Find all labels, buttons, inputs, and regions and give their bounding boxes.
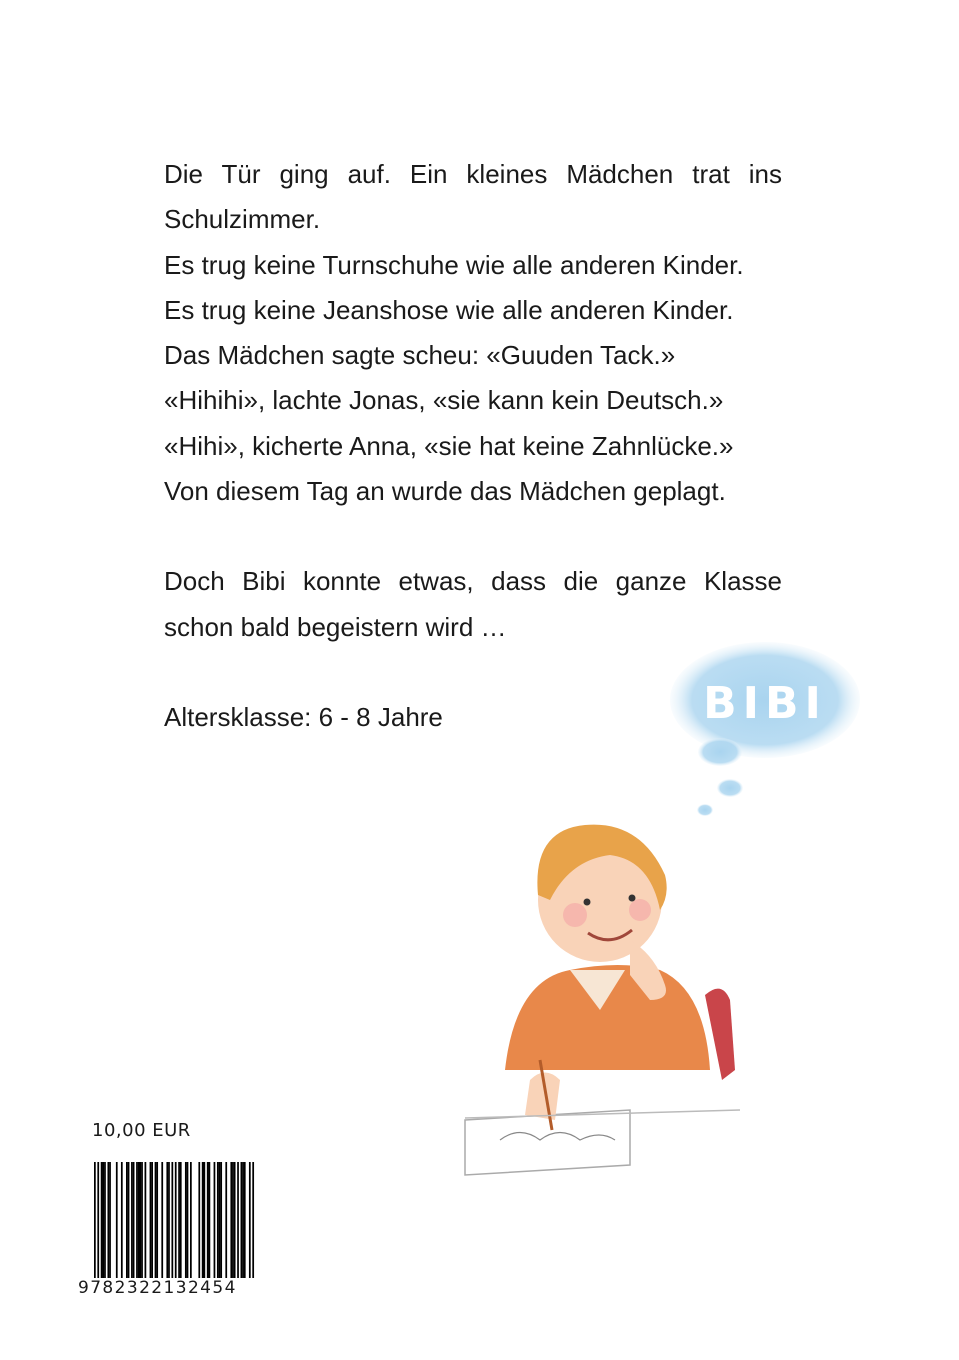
barcode-bar: [180, 1162, 182, 1278]
barcode-bar: [234, 1162, 236, 1278]
blurb-line-2: Es trug keine Turnschuhe wie alle anderen Kinder.: [164, 249, 744, 280]
barcode-bar: [185, 1162, 187, 1278]
barcode-bar: [155, 1162, 157, 1278]
barcode-bar: [203, 1162, 205, 1278]
price-label: 10,00 EUR: [92, 1120, 191, 1141]
boy: [465, 825, 740, 1175]
barcode-bar: [141, 1162, 143, 1278]
age-range: Altersklasse: 6 - 8 Jahre: [164, 701, 443, 732]
barcode-bar: [249, 1162, 251, 1290]
barcode-bar: [109, 1162, 111, 1278]
thought-text: BIBI: [703, 678, 827, 729]
barcode-bar: [150, 1162, 152, 1278]
barcode-bar: [187, 1162, 189, 1278]
blurb-line-5: «Hihihi», lachte Jonas, «sie kann kein Deutsch.»: [164, 385, 724, 416]
barcode-bar: [225, 1162, 227, 1278]
barcode-bar: [242, 1162, 244, 1278]
barcode-bar: [97, 1162, 99, 1290]
barcode-bar: [219, 1162, 221, 1278]
barcode-bar: [145, 1162, 147, 1278]
barcode-bar: [139, 1162, 141, 1278]
barcode-bar: [131, 1162, 133, 1278]
barcode-bar: [156, 1162, 158, 1278]
barcode-bar: [190, 1162, 192, 1278]
barcode-bar: [116, 1162, 118, 1278]
barcode-bar: [126, 1162, 128, 1278]
barcode-bar: [209, 1162, 211, 1278]
barcode-bar: [136, 1162, 138, 1278]
barcode-bar: [178, 1162, 180, 1278]
barcode-bar: [161, 1162, 163, 1278]
barcode-bar: [133, 1162, 135, 1278]
barcode-bar: [168, 1162, 170, 1278]
blurb-line-4: Das Mädchen sagte scheu: «Guuden Tack.»: [164, 340, 676, 371]
blurb-line-6: «Hihi», kicherte Anna, «sie hat keine Zahnlücke.»: [164, 430, 734, 461]
barcode-bar: [94, 1162, 96, 1290]
blurb-line-3: Es trug keine Jeanshose wie alle anderen Kinder.: [164, 294, 734, 325]
barcode-bar: [217, 1162, 219, 1278]
blurb-line-7: Von diesem Tag an wurde das Mädchen geplagt.: [164, 476, 726, 507]
barcode-bar: [107, 1162, 109, 1278]
barcode-bar: [102, 1162, 104, 1278]
barcode-bar: [230, 1162, 232, 1278]
barcode-bar: [198, 1162, 200, 1278]
blurb-line-1: Die Tür ging auf. Ein kleines Mädchen trat ins Schulzimmer.: [164, 159, 782, 235]
barcode-bar: [244, 1162, 246, 1278]
barcode-bar: [104, 1162, 106, 1278]
barcode-bar: [151, 1162, 153, 1278]
barcode-bar: [138, 1162, 140, 1278]
boy-dreaming-illustration: [460, 640, 860, 1180]
barcode-bar: [128, 1162, 130, 1278]
barcode-bar: [121, 1162, 123, 1278]
barcode-bar: [101, 1162, 103, 1278]
barcode-bar: [220, 1162, 222, 1278]
barcode-bar: [232, 1162, 234, 1278]
barcode-bar: [214, 1162, 216, 1278]
barcode-bar: [252, 1162, 254, 1290]
barcode-bar: [237, 1162, 239, 1278]
thought-cloud: [670, 642, 860, 816]
isbn-number: 9782322132454: [78, 1278, 258, 1298]
barcode-bar: [171, 1162, 173, 1290]
blurb-teaser: Doch Bibi konnte etwas, dass die ganze Klasse schon bald begeistern wird …: [164, 566, 782, 642]
barcode-bar: [166, 1162, 168, 1278]
barcode-bar: [241, 1162, 243, 1278]
barcode-bar: [202, 1162, 204, 1278]
barcode-bar: [175, 1162, 177, 1290]
barcode-bar: [207, 1162, 209, 1278]
